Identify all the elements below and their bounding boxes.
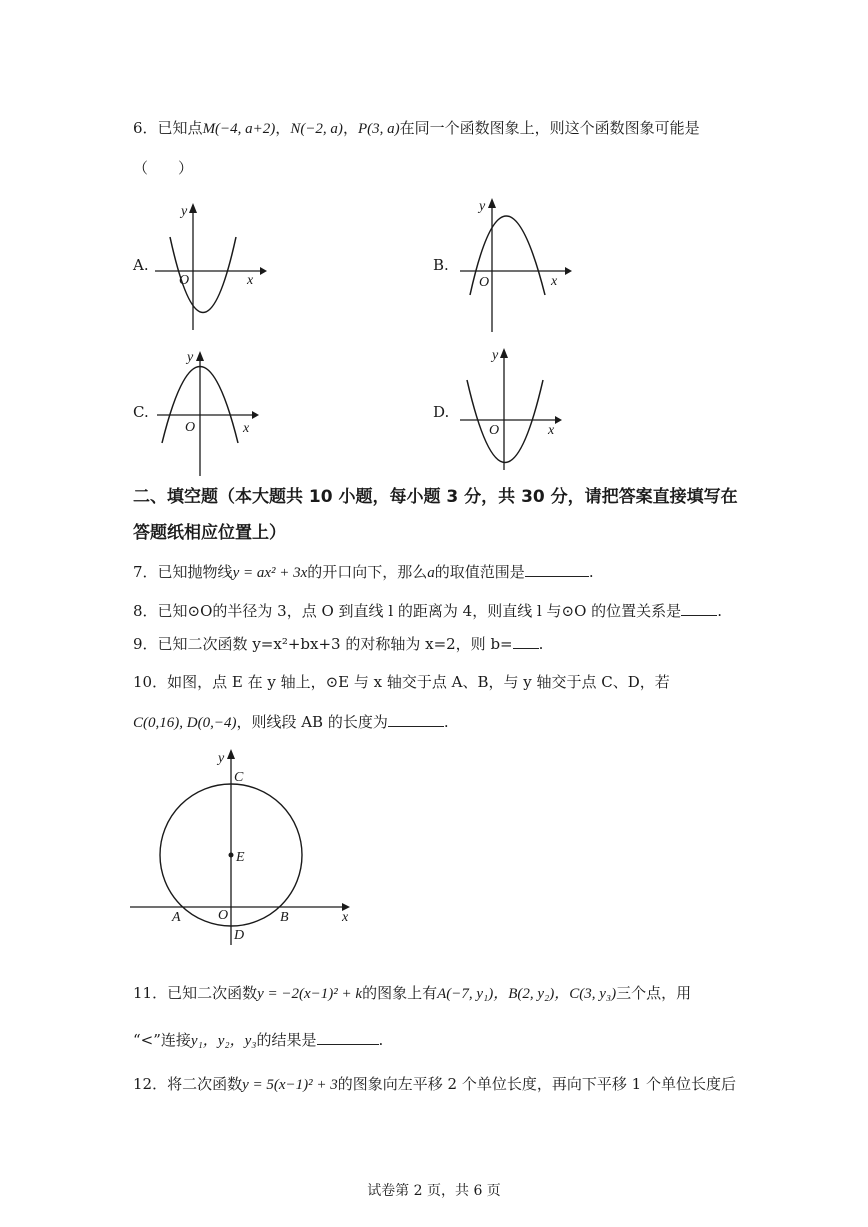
q10-line1 xyxy=(133,672,670,692)
page-footer: 试卷第 2 页，共 6 页 xyxy=(367,1183,501,1199)
origin-label: O xyxy=(179,273,190,288)
q8-text: 已知⊙O的半径为 3，点 O 到直线 l 的距离为 4，则直线 l 与⊙O 的位置关系是 xyxy=(157,602,682,620)
origin-label: O xyxy=(185,420,196,435)
label-d: D xyxy=(234,928,245,943)
x-label: x xyxy=(243,421,250,436)
q9-end: . xyxy=(538,635,544,653)
q10-number: 10． xyxy=(133,673,168,691)
origin-label: O xyxy=(489,423,500,438)
q11-mid: 的图象上有 xyxy=(362,984,438,1002)
q12-number: 12． xyxy=(133,1075,168,1093)
q6-line1: 6．已知点M(−4, a+2)，N(−2, a)，P(3, a)在同一个函数图象上，则这个函数图象可能是 xyxy=(133,119,700,137)
q7-number: 7． xyxy=(133,563,158,581)
option-c-label: C. xyxy=(133,403,149,421)
option-a-graph xyxy=(150,200,270,335)
q11-post: 三个点，用 xyxy=(616,984,692,1002)
q8-end: . xyxy=(717,602,722,620)
q10-line2-text: ，则线段 AB 的长度为 xyxy=(236,713,388,731)
option-a-label: A. xyxy=(133,256,149,274)
q11-line2 xyxy=(133,1030,383,1051)
q8-line xyxy=(133,601,722,621)
q7-line xyxy=(133,562,594,583)
q7-var: a xyxy=(427,565,435,581)
q11-line2b: y₁，y₂，y₃ xyxy=(190,1033,257,1049)
q11-answer-blank[interactable] xyxy=(317,1030,379,1045)
y-label: y xyxy=(479,199,486,214)
q6-point-p: P(3, a) xyxy=(357,121,400,137)
x-label: x xyxy=(342,910,349,925)
q9-answer-blank[interactable] xyxy=(513,634,539,649)
q6-text-prefix: 已知点 xyxy=(157,119,203,137)
q11-line2a: “<”连接 xyxy=(133,1031,191,1049)
y-axis-arrow-icon xyxy=(488,198,496,208)
y-label: y xyxy=(218,751,225,766)
label-b: B xyxy=(280,910,289,925)
q8-answer-blank[interactable] xyxy=(681,601,717,616)
q12-pre: 将二次函数 xyxy=(167,1075,243,1093)
x-label: x xyxy=(247,273,254,288)
q9-text: 已知二次函数 y=x²+bx+3 的对称轴为 x=2，则 b= xyxy=(157,635,513,653)
q11-points: A(−7, y₁)，B(2, y₂)，C(3, y₃) xyxy=(437,986,617,1002)
center-point-e xyxy=(229,853,234,858)
x-axis-arrow-icon xyxy=(565,267,572,275)
option-c-graph xyxy=(152,348,272,478)
x-axis-arrow-icon xyxy=(260,267,267,275)
q7-pre: 已知抛物线 xyxy=(157,563,233,581)
y-label: y xyxy=(492,348,499,363)
q11-line1 xyxy=(133,983,691,1004)
q9-number: 9． xyxy=(133,635,158,653)
q12-post: 的图象向左平移 2 个单位长度，再向下平移 1 个单位长度后 xyxy=(337,1075,736,1093)
option-b-label: B. xyxy=(433,256,449,274)
label-c: C xyxy=(234,770,244,785)
q11-number: 11． xyxy=(133,984,168,1002)
y-axis-arrow-icon xyxy=(500,348,508,358)
y-axis-arrow-icon xyxy=(227,749,235,759)
q7-post: 的开口向下，那么 xyxy=(307,563,428,581)
q8-number: 8． xyxy=(133,602,158,620)
q10-text: 如图，点 E 在 y 轴上，⊙E 与 x 轴交于点 A、B，与 y 轴交于点 C、D，若 xyxy=(167,673,670,691)
q6-point-n: N(−2, a) xyxy=(290,121,343,137)
q7-end: . xyxy=(588,563,594,581)
section-heading-line1: 二、填空题（本大题共 10 小题，每小题 3 分，共 30 分，请把答案直接填写在 xyxy=(133,487,738,507)
label-e: E xyxy=(236,850,245,865)
q12-formula: y = 5(x−1)² + 3 xyxy=(242,1077,338,1093)
q10-line2 xyxy=(133,712,449,733)
q11-line2c: 的结果是 xyxy=(256,1031,317,1049)
q6-point-m: M(−4, a+2) xyxy=(202,121,276,137)
label-o: O xyxy=(218,908,229,923)
x-label: x xyxy=(548,423,555,438)
q6-text-suffix: 在同一个函数图象上，则这个函数图象可能是 xyxy=(399,119,700,137)
parabola-curve xyxy=(467,380,543,463)
x-label: x xyxy=(551,274,558,289)
q7-formula: y = ax² + 3x xyxy=(232,565,308,581)
q10-circle-figure xyxy=(130,745,355,950)
q11-end: . xyxy=(378,1031,384,1049)
option-b-graph xyxy=(455,195,575,335)
x-axis-arrow-icon xyxy=(555,416,562,424)
q9-line xyxy=(133,634,543,654)
q6-number: 6． xyxy=(133,119,158,137)
q11-formula: y = −2(x−1)² + k xyxy=(257,986,363,1002)
x-axis-arrow-icon xyxy=(252,411,259,419)
option-d-graph xyxy=(455,345,575,475)
q7-post2: 的取值范围是 xyxy=(434,563,525,581)
q10-answer-blank[interactable] xyxy=(388,712,444,727)
y-label: y xyxy=(181,204,188,219)
y-label: y xyxy=(187,350,194,365)
label-a: A xyxy=(172,910,181,925)
option-d-label: D. xyxy=(433,403,450,421)
q11-pre: 已知二次函数 xyxy=(167,984,258,1002)
y-axis-arrow-icon xyxy=(189,203,197,213)
q12-line1 xyxy=(133,1074,736,1095)
q10-end: . xyxy=(443,713,449,731)
q10-coords: C(0,16), D(0,−4) xyxy=(133,715,237,731)
section-heading-line2: 答题纸相应位置上） xyxy=(133,523,286,543)
origin-label: O xyxy=(479,275,490,290)
y-axis-arrow-icon xyxy=(196,351,204,361)
q6-paren: （ ） xyxy=(133,159,194,177)
q7-answer-blank[interactable] xyxy=(525,562,589,577)
